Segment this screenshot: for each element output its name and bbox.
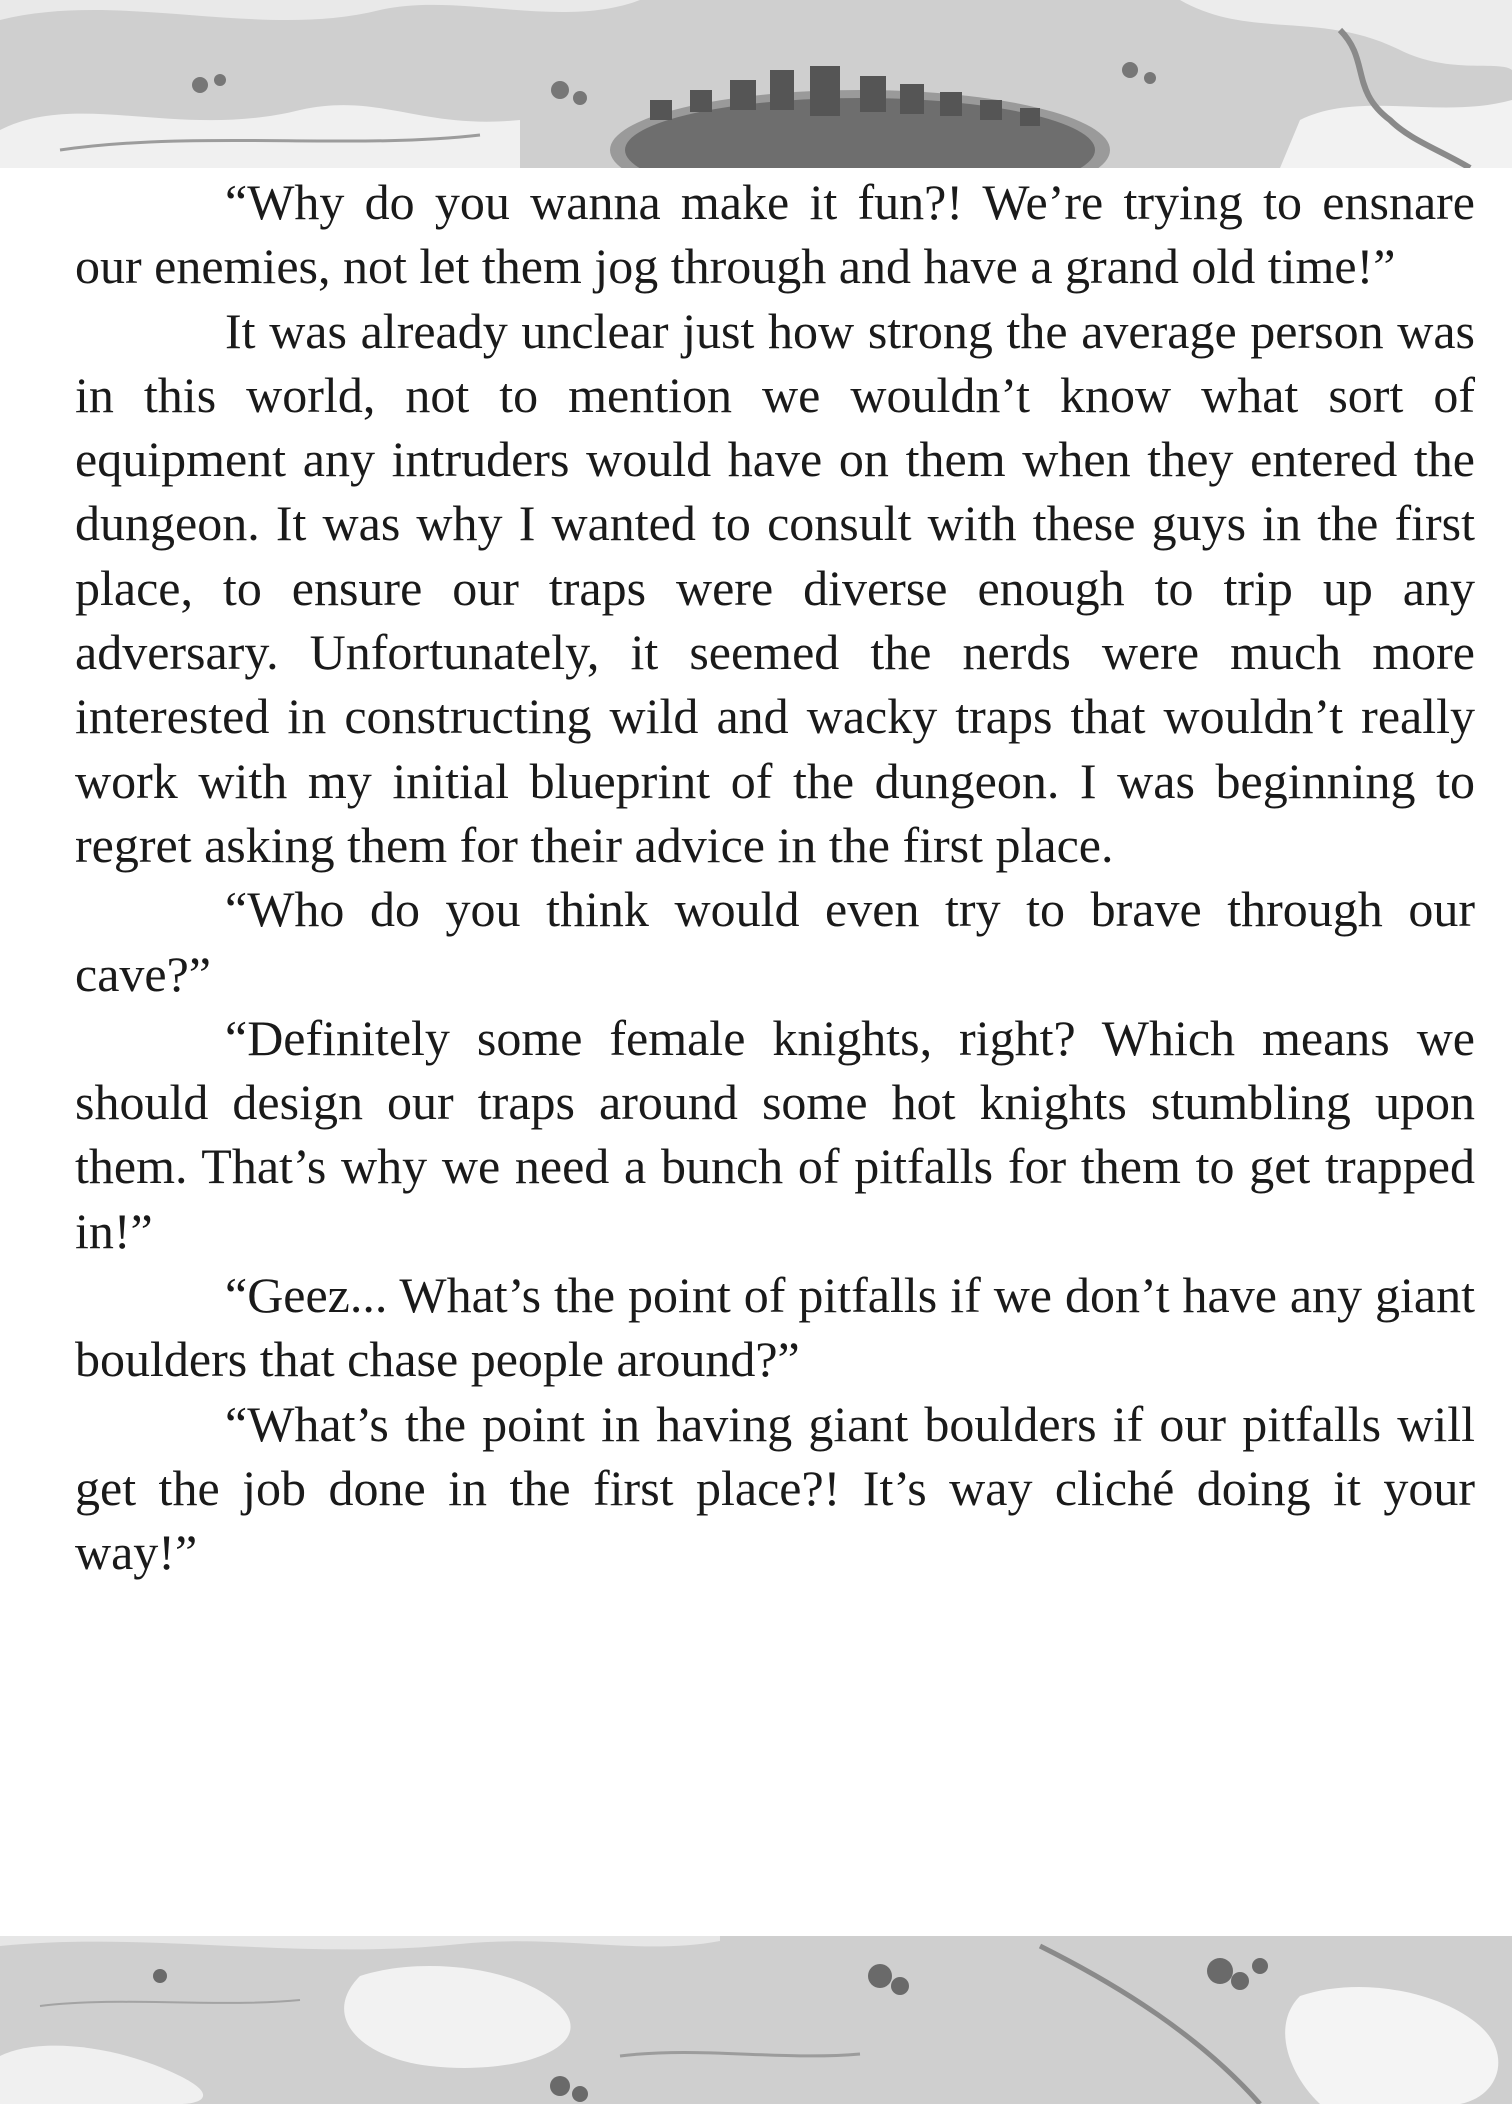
- top-illustration-banner: [0, 0, 1512, 168]
- paragraph: “What’s the point in having giant boulders if our pitfalls will get the job done in the first place?! It’s way cliché doing it your way!”: [75, 1395, 1475, 1581]
- landscape-illustration-bottom: [0, 1936, 1512, 2104]
- paragraph: “Why do you wanna make it fun?! We’re trying to ensnare our enemies, not let them jog through and have a grand old time!”: [75, 174, 1475, 295]
- bottom-illustration-banner: [0, 1936, 1512, 2104]
- paragraph: “Who do you think would even try to brave through our cave?”: [75, 881, 1475, 1002]
- paragraph: “Definitely some female knights, right? Which means we should design our traps around some hot knights stumbling upon them. That’s why we need a bunch of pitfalls for them to get trapped in!”: [75, 1009, 1475, 1259]
- paragraph: “Geez... What’s the point of pitfalls if we don’t have any giant boulders that chase people around?”: [75, 1267, 1475, 1388]
- page-text-body: [75, 170, 1475, 1585]
- paragraph: It was already unclear just how strong the average person was in this world, not to mention we wouldn’t know what sort of equipment any intruders would have on them when they entered the dungeon. It was why I wanted to consult with these guys in the first place, to ensure our traps were diverse enough to trip up any adversary. Unfortunately, it seemed the nerds were much more interested in constructing wild and wacky traps that wouldn’t really work with my initial blueprint of the dungeon. I was beginning to regret asking them for their advice in the first place.: [75, 302, 1475, 873]
- landscape-illustration-top: [0, 0, 1512, 168]
